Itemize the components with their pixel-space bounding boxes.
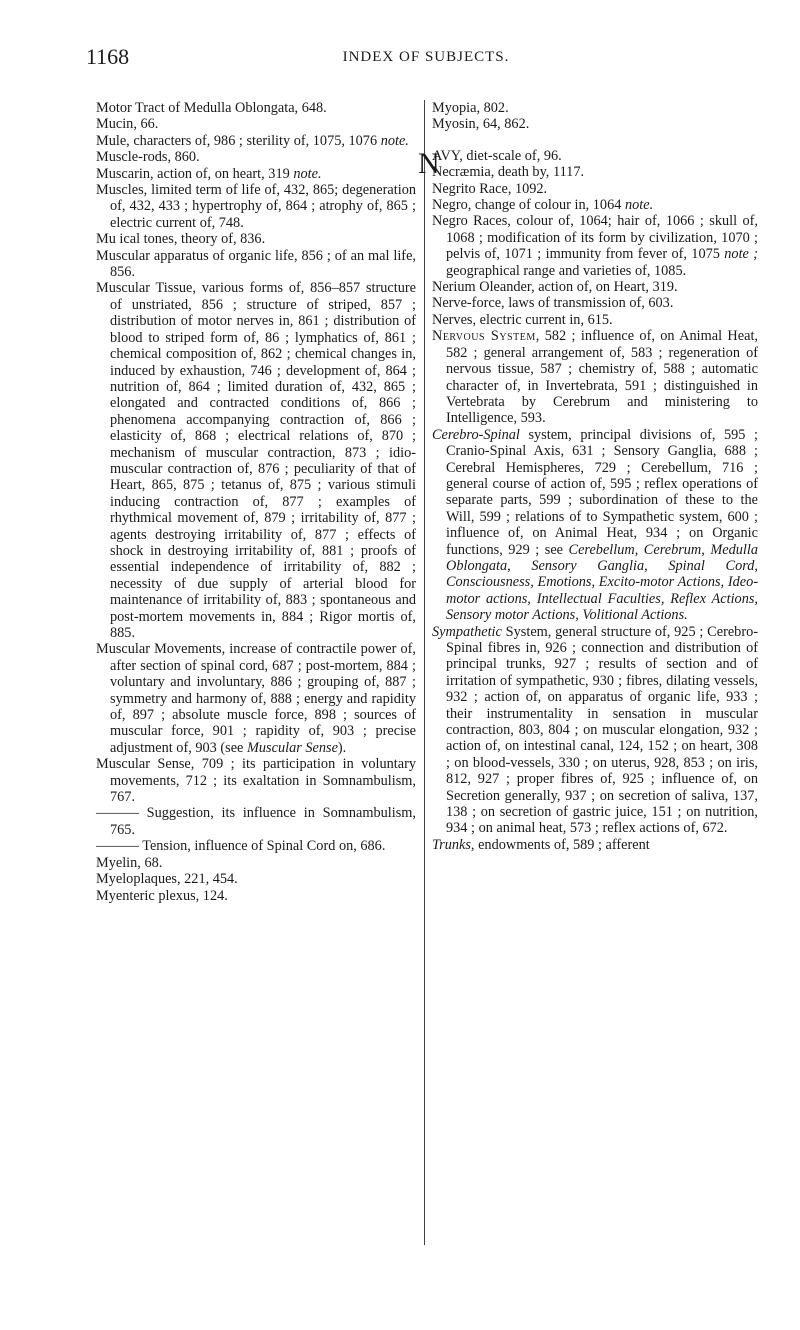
index-entry: Mu ical tones, theory of, 836. bbox=[96, 231, 266, 248]
index-entry: Muscular Movements, increase of contractile power of, after section of spinal cord, 687 ; post-mortem, 884 ; voluntary and involuntary, 886 ; grouping of, 887 ; symmetry and harmony of, 888 ; energy and rapidity of, 897 ; absolute muscle force, 898 ; sources of muscular force, 901 ; rapidity of, 903 ; precise adjustment of, 903 (see Muscular Sense). bbox=[96, 641, 416, 756]
index-entry: Myeloplaques, 221, 454. bbox=[96, 871, 238, 888]
page-number: 1168 bbox=[86, 44, 130, 69]
index-entry: Muscular apparatus of organic life, 856 ; of an mal life, 856. bbox=[96, 247, 416, 281]
index-entry: Necræmia, death by, 1117. bbox=[432, 164, 585, 181]
index-entry: Trunks, endowments of, 589 ; afferent bbox=[432, 836, 650, 853]
index-entry: ——— Suggestion, its influence in Somnambulism, 765. bbox=[96, 805, 416, 838]
right-column bbox=[418, 100, 758, 853]
navy-entry-text: AVY, diet-scale of, 96. bbox=[432, 147, 562, 164]
index-entry: Myopia, 802. bbox=[432, 100, 509, 116]
index-entry: Muscular Tissue, various forms of, 856–857 structure of unstriated, 856 ; structure of striped, 857 ; distribution of motor nerves in, 861 ; distribution of blood to striped form of, 86 ; lymphatics of, 861 ; chemical composition of, 862 ; chemical changes in, induced by exhaustion, 746 ; development of, 864 ; nutrition of, 864 ; limited duration of, 432, 865 ; elongated and contracted conditions of, 866 ; phenomena accompanying contraction of, 866 ; elasticity of, 868 ; electrical relations of, 870 ; mechanism of muscular contraction, 873 ; idio-muscular contraction of, 876 ; peculiarity of that of Heart, 865, 875 ; tetanus of, 875 ; various stimuli inducing contraction of, 877 ; examples of rhythmical movement of, 879 ; irritability of, 877 ; agents destroying irritability of, 877 ; effects of shock in destroying irritability of, 881 ; proofs of essential independence of irritability of, 882 ; necessity of due supply of arterial blood for maintenance of irritability of, 883 ; spontaneous and post-mortem movements in, 884 ; Rigor mortis of, 885. bbox=[96, 280, 416, 641]
page-header bbox=[86, 44, 766, 74]
index-entry: Myenteric plexus, 124. bbox=[96, 887, 228, 904]
right-column-top-entries bbox=[432, 100, 758, 133]
index-entry: Negro, change of colour in, 1064 note. bbox=[432, 197, 654, 214]
index-entry: ——— Tension, influence of Spinal Cord on, 686. bbox=[96, 838, 386, 855]
index-entry: Nerves, electric current in, 615. bbox=[432, 311, 613, 328]
index-entry: Muscles, limited term of life of, 432, 865; degeneration of, 432, 433 ; hypertrophy of, 864 ; atrophy of, 865 ; electric current of, 748. bbox=[96, 182, 416, 231]
right-column-entries bbox=[432, 164, 758, 853]
index-entry: Cerebro-Spinal system, principal divisions of, 595 ; Cranio-Spinal Axis, 631 ; Sensory Ganglia, 688 ; Cerebral Hemispheres, 729 ; Cerebellum, 716 ; general course of action of, 595 ; reflex operations of separate parts, 599 ; subordination of these to the Will, 599 ; relations of to Sympathetic system, 600 ; influence of, on Animal Heat, 934 ; on Organic functions, 929 ; see Cerebellum, Cerebrum, Medulla Oblongata, Sensory Ganglia, Spinal Cord, Consciousness, Emotions, Excito-motor Actions, Ideo-motor actions, Intellectual Faculties, Reflex Actions, Sensory motor Actions, Volitional Actions. bbox=[432, 426, 758, 624]
index-entry: Muscular Sense, 709 ; its participation in voluntary movements, 712 ; its exaltation in Somnambulism, 767. bbox=[96, 756, 416, 806]
letter-gap bbox=[432, 133, 758, 148]
index-entry: Nerve-force, laws of transmission of, 603. bbox=[432, 295, 674, 312]
index-entry: Negro Races, colour of, 1064; hair of, 1066 ; skull of, 1068 ; modification of its form by civilization, 1070 ; pelvis of, 1071 ; immunity from fever of, 1075 note ; geographical range and varieties of, 1085. bbox=[432, 213, 758, 279]
index-entry: Sympathetic System, general structure of, 925 ; Cerebro-Spinal fibres in, 926 ; connection and distribution of principal trunks, 927 ; results of section and of irritation of sympathetic, 930 ; fibres, dilating vessels, 932 ; action of, on apparatus of organic life, 933 ; their instrumentality in sensation in muscular contraction, 803, 804 ; on muscular elongation, 932 ; action of, on intestinal canal, 124, 152 ; on heart, 308 ; on blood-vessels, 330 ; on uterus, 928, 853 ; on iris, 812, 927 ; proper fibres of, 925 ; influence of, on Secretion generally, 937 ; on secretion of saliva, 137, 138 ; on secretion of gastric juice, 151 ; on nutrition, 934 ; on animal heat, 573 ; reflex actions of, 672. bbox=[432, 623, 758, 837]
index-entry: Muscarin, action of, on heart, 319 note. bbox=[96, 165, 322, 182]
index-entry: Nervous System, 582 ; influence of, on Animal Heat, 582 ; general arrangement of, 583 ; regeneration of nervous tissue, 587 ; chemistry of, 588 ; automatic character of, in Invertebrata, 591 ; distinguished in Vertebrata by Cerebrum and ministering to Intelligence, 593. bbox=[432, 328, 758, 427]
index-entry: Motor Tract of Medulla Oblongata, 648. bbox=[96, 100, 327, 116]
index-entry: Mule, characters of, 986 ; sterility of, 1075, 1076 note. bbox=[96, 132, 409, 149]
index-entry: Muscle-rods, 860. bbox=[96, 149, 200, 166]
drop-cap-letter: N bbox=[418, 146, 440, 180]
index-entry: Nerium Oleander, action of, on Heart, 319. bbox=[432, 279, 678, 296]
left-column bbox=[96, 100, 416, 904]
index-entry: Negrito Race, 1092. bbox=[432, 180, 548, 197]
running-head: INDEX OF SUBJECTS. bbox=[342, 49, 510, 65]
column-divider bbox=[424, 100, 425, 1245]
index-entry: Mucin, 66. bbox=[96, 116, 159, 133]
index-entry: Myelin, 68. bbox=[96, 854, 163, 871]
index-entry: Myosin, 64, 862. bbox=[432, 116, 530, 133]
